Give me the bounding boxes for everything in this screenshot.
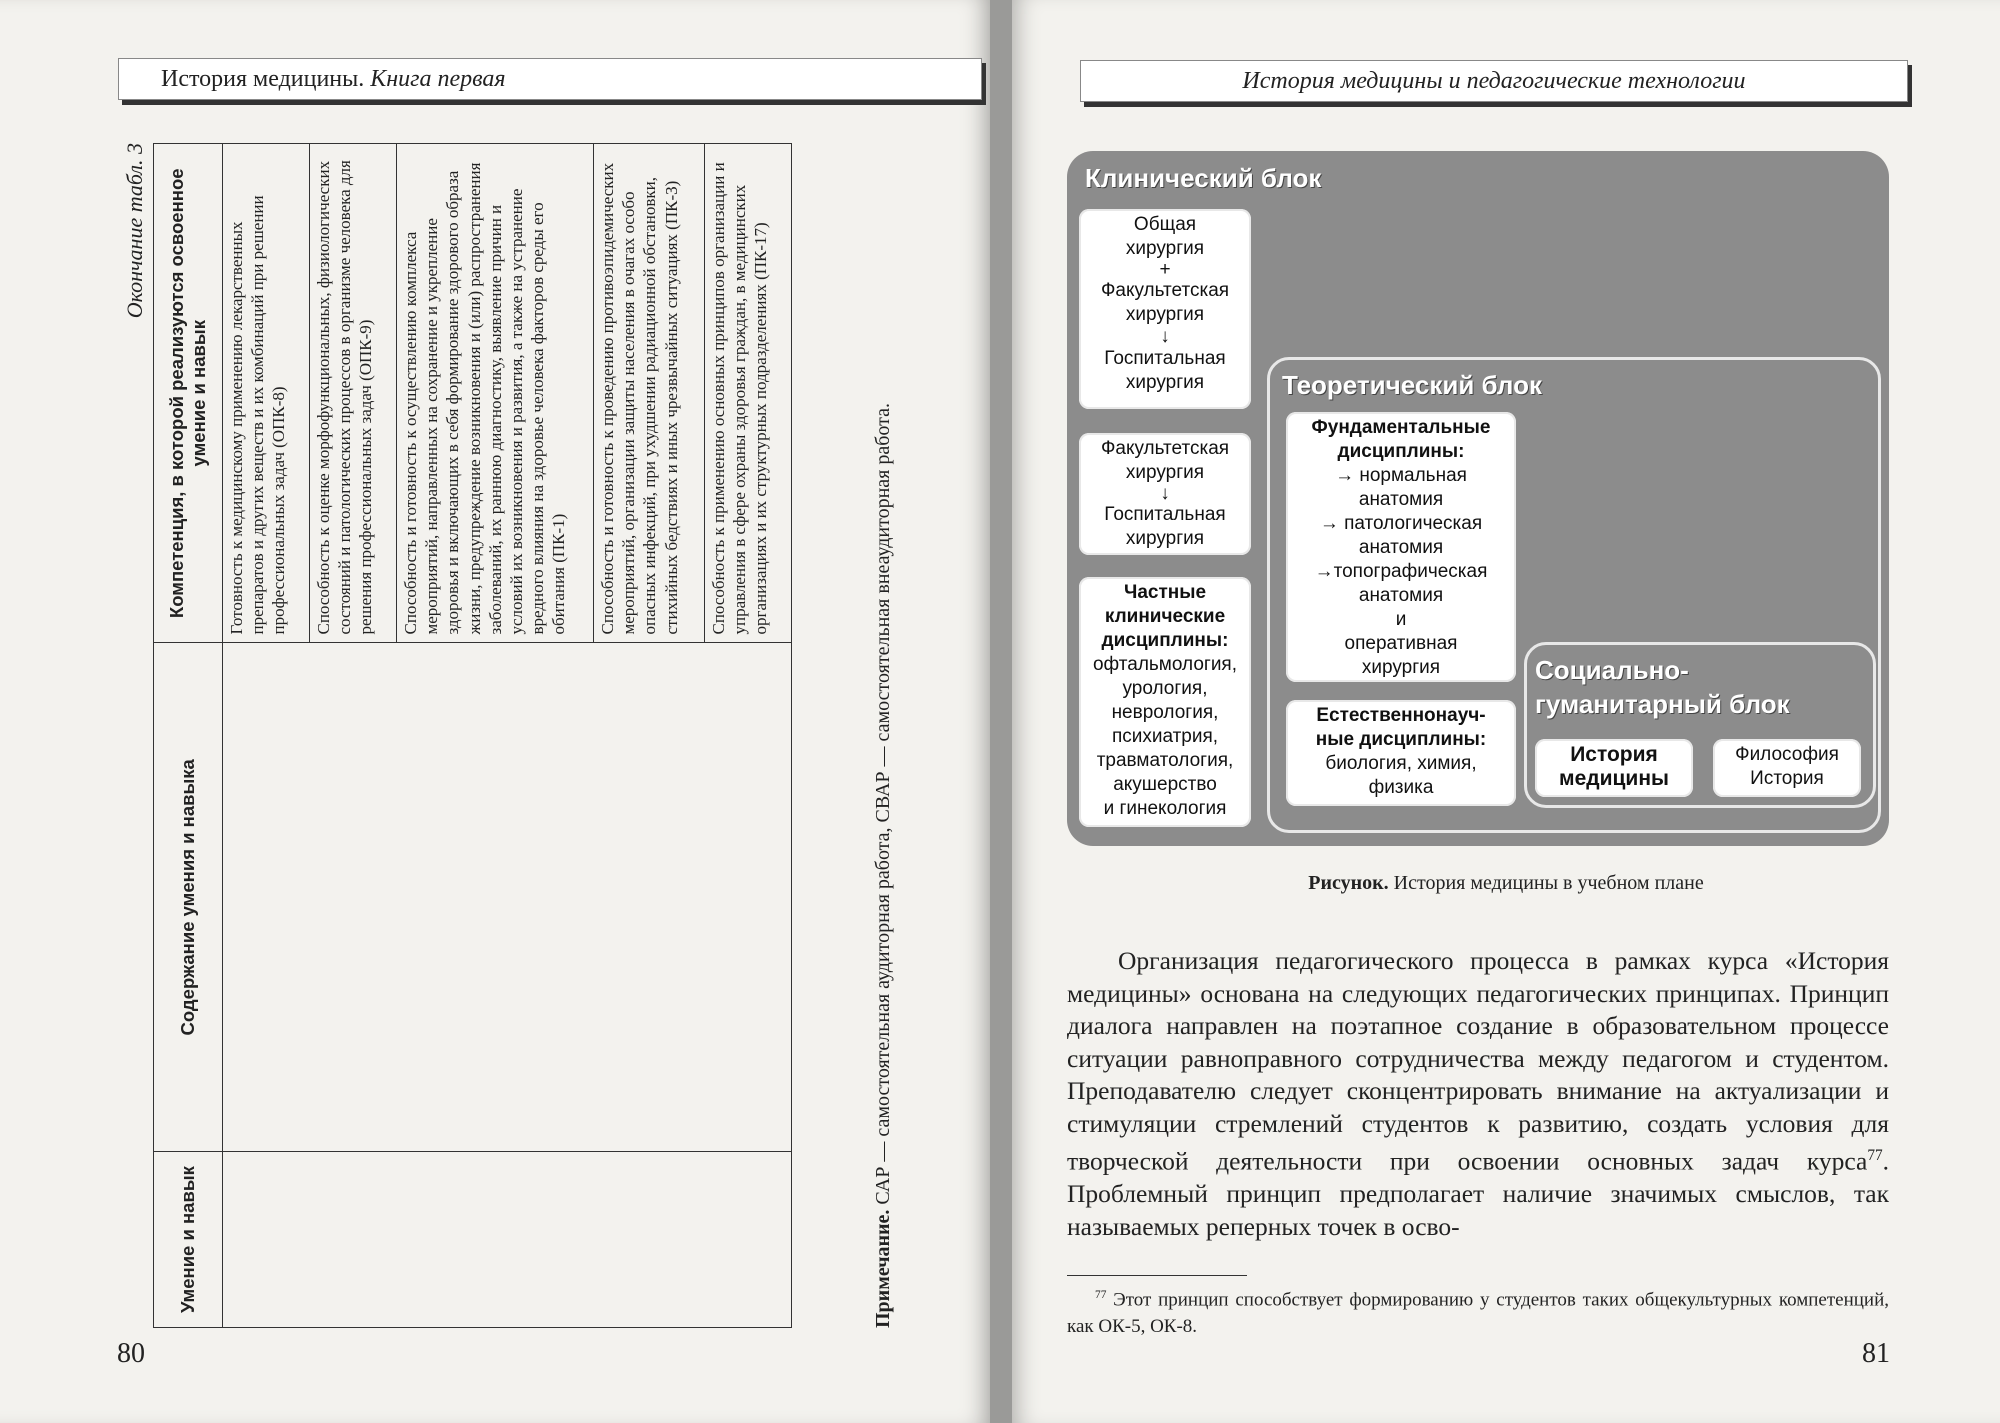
curriculum-diagram xyxy=(1067,151,1889,846)
running-head-title: История медицины. xyxy=(161,66,365,92)
social-title-line: гуманитарный блок xyxy=(1535,689,1790,719)
page-number-right: 81 xyxy=(1862,1338,1890,1369)
fundamental-item: нормальная xyxy=(1359,465,1467,486)
running-head-subtitle: Книга первая xyxy=(370,66,506,92)
page-number-left: 80 xyxy=(117,1338,145,1369)
box-line: хирургия xyxy=(1125,528,1205,549)
box-line: Госпитальная xyxy=(1104,504,1226,525)
fundamental-item: патологическая xyxy=(1344,513,1483,534)
running-head-right: История медицины и педагогические технологии xyxy=(1080,60,1908,102)
arrow-right-icon: → xyxy=(1335,465,1355,486)
history-line: медицины xyxy=(1559,767,1669,790)
philosophy-line: Философия xyxy=(1735,744,1839,765)
box-title-line: Фундаментальные xyxy=(1311,417,1491,438)
theoretical-block-title: Теоретический блок xyxy=(1282,370,1542,400)
figure-caption-text: История медицины в учебном плане xyxy=(1393,872,1704,894)
box-title-line: дисциплины: xyxy=(1101,630,1229,651)
arrow-down-icon: ↓ xyxy=(1160,483,1170,504)
footnote-number: 77 xyxy=(1095,1289,1107,1301)
running-head-left xyxy=(118,58,982,100)
philosophy-line: История xyxy=(1750,768,1824,789)
competency-table xyxy=(153,143,792,1328)
figure-caption-label: Рисунок. xyxy=(1308,872,1389,894)
box-title-line: ные дисциплины: xyxy=(1315,729,1487,750)
surgery-box-1 xyxy=(1079,209,1251,409)
plus-sign: + xyxy=(1159,259,1171,280)
box-title-line: Естественнонауч- xyxy=(1316,705,1486,726)
content-cell xyxy=(223,643,792,1152)
fundamental-item: анатомия xyxy=(1358,585,1444,606)
box-line: Общая xyxy=(1133,214,1197,235)
table-header-row xyxy=(154,144,223,1328)
surgery-box-2 xyxy=(1079,433,1251,555)
fundamental-disciplines-box xyxy=(1286,412,1516,682)
discipline-item: травматология, xyxy=(1096,750,1234,771)
note-text: САР — самостоятельная аудиторная работа, СВАР — самостоятельная внеаудиторная работа. xyxy=(872,402,894,1205)
arrow-right-icon: → xyxy=(1314,561,1334,582)
social-block-frame xyxy=(1524,642,1876,808)
figure-caption xyxy=(1012,872,2000,895)
paragraph-text: Организация педагогического процесса в рамках курса «История медицины» основана на следующих педагогических принципах. Принцип диалога направлен на поэтапное создание в образовательном процессе ситуации равноправного сотрудничества между педагогом и студентом. Преподавателю следует сконцентрировать внимание на актуализации и стимуляции стремлений студентов к развитию, создать условия для творческой деятельности при освоении основных задач курса xyxy=(1067,946,1889,1176)
box-title-line: клинические xyxy=(1104,606,1226,627)
clinical-block-title: Клинический блок xyxy=(1085,163,1322,193)
fundamental-item: хирургия xyxy=(1361,657,1441,678)
history-line: История xyxy=(1570,743,1658,766)
competency-cell: Способность к оценке морфофункциональных, физиологических состояний и патологических процессов в организме человека для решения профессиональных задач (ОПК-9) xyxy=(310,144,397,644)
discipline-item: офтальмология, xyxy=(1092,654,1237,675)
left-page xyxy=(0,0,990,1423)
box-line: Факультетская xyxy=(1100,438,1230,459)
table-row xyxy=(223,144,310,1328)
footnote xyxy=(1067,1282,1889,1340)
fundamental-item: и xyxy=(1395,609,1407,630)
natural-sciences-box xyxy=(1286,700,1516,806)
fundamental-item: анатомия xyxy=(1358,489,1444,510)
box-title-line: дисциплины: xyxy=(1337,441,1465,462)
discipline-item: акушерство xyxy=(1113,774,1217,795)
rotated-table-area xyxy=(117,143,917,1328)
skill-cell xyxy=(223,1152,792,1328)
note-label: Примечание. xyxy=(872,1209,894,1328)
box-line: хирургия xyxy=(1125,304,1205,325)
table-caption: Окончание табл. 3 xyxy=(122,143,147,319)
box-line: Госпитальная xyxy=(1104,348,1226,369)
clinical-disciplines-box xyxy=(1079,577,1251,827)
table-note xyxy=(869,143,897,1328)
discipline-item: урология, xyxy=(1122,678,1208,699)
arrow-down-icon: ↓ xyxy=(1160,326,1170,347)
footnote-text: Этот принцип способствует формированию у студентов таких общекультурных компетенций, как ОК-5, ОК-8. xyxy=(1067,1289,1889,1338)
header-skill: Умение и навык xyxy=(154,1152,223,1328)
arrow-right-icon: → xyxy=(1319,513,1339,534)
competency-cell: Способность и готовность к осуществлению комплекса мероприятий, направленных на сохранение и укрепление здоровья и включающих в себя формирование здорового образа жизни, предупреждение возникновения и (или) распространения заболеваний, их раннюю диагностику, выявление причин и условий их возникновения и развития, а также на устранение вредного влияния на здоровье человека факторов среды его обитания (ПК-1) xyxy=(397,144,594,644)
competency-cell: Способность и готовность к проведению противоэпидемических мероприятий, организации защиты населения в очагах особо опасных инфекций, при ухудшении радиационной обстановки, стихийных бедствиях и иных чрезвычайных ситуациях (ПК-3) xyxy=(594,144,705,644)
natural-item: физика xyxy=(1368,777,1434,798)
philosophy-history-box xyxy=(1713,739,1861,797)
discipline-item: психиатрия, xyxy=(1111,726,1219,747)
fundamental-item: топографическая xyxy=(1333,561,1488,582)
natural-item: биология, химия, xyxy=(1325,753,1477,774)
history-of-medicine-box xyxy=(1535,739,1693,797)
theoretical-block-frame xyxy=(1267,357,1881,833)
competency-cell: Способность к применению основных принципов организации и управления в сфере охраны здоровья граждан, в медицинских организациях и их структурных подразделениях (ПК-17) xyxy=(705,144,792,644)
box-line: хирургия xyxy=(1125,372,1205,393)
rotated-content xyxy=(117,143,917,1328)
body-paragraph xyxy=(1067,945,1889,1243)
box-line: Факультетская xyxy=(1100,280,1230,301)
discipline-item: и гинекология xyxy=(1103,798,1227,819)
competency-cell: Готовность к медицинскому применению лекарственных препаратов и других веществ и их комбинаций при решении профессиональных задач (ОПК-8) xyxy=(223,144,310,644)
discipline-item: неврология, xyxy=(1111,702,1219,723)
box-line: хирургия xyxy=(1125,462,1205,483)
paragraph-text-continued: . Проблемный принцип предполагает наличие значимых смыслов, так называемых реперных точек в осво- xyxy=(1067,1146,1889,1241)
right-page xyxy=(1012,0,2000,1423)
footnote-divider xyxy=(1067,1275,1247,1276)
fundamental-item: оперативная xyxy=(1344,633,1458,654)
box-title-line: Частные xyxy=(1123,582,1207,603)
social-block-title xyxy=(1535,653,1790,721)
header-competency: Компетенция, в которой реализуются освоенное умение и навык xyxy=(154,144,223,644)
box-line: хирургия xyxy=(1125,238,1205,259)
fundamental-item: анатомия xyxy=(1358,537,1444,558)
social-title-line: Социально- xyxy=(1535,655,1689,685)
header-content: Содержание умения и навыка xyxy=(154,643,223,1152)
footnote-reference: 77 xyxy=(1867,1147,1883,1164)
